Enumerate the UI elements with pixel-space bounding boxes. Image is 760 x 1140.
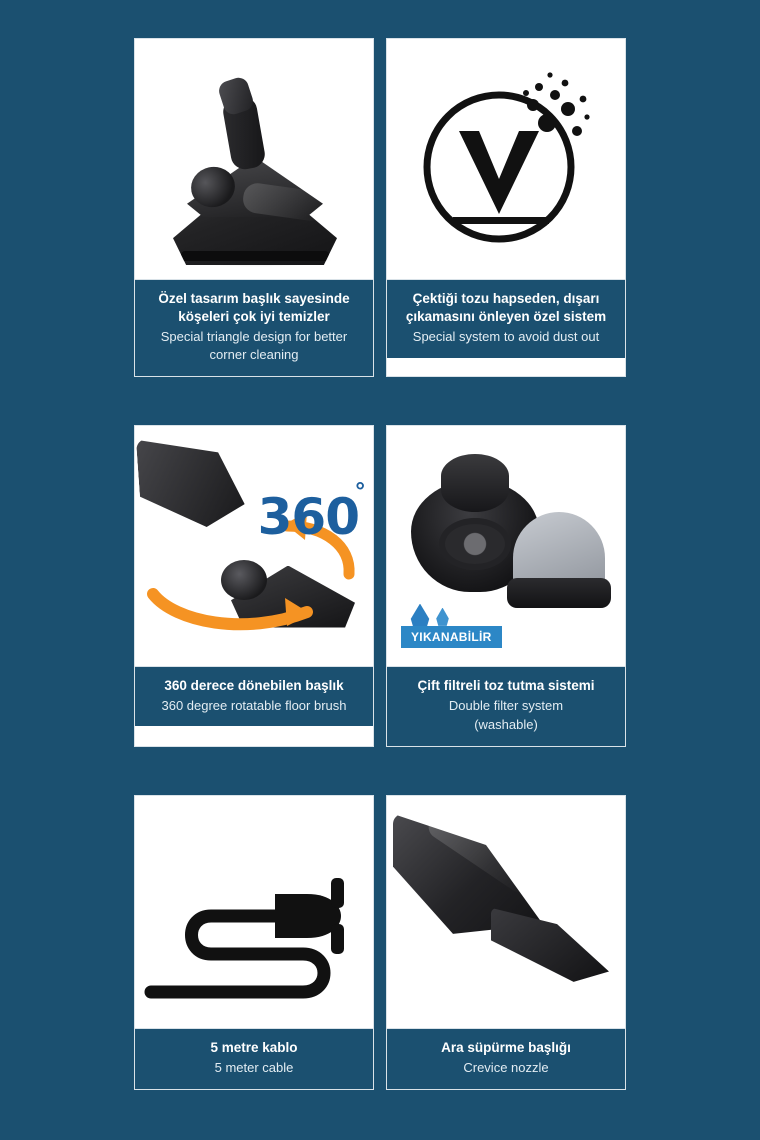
feature-image-rotatable-brush [135, 426, 373, 666]
feature-card-rotatable-brush [134, 425, 374, 747]
degree-symbol: ° [355, 477, 365, 505]
feature-caption-rotatable-brush [135, 666, 373, 727]
triangle-floor-brush-photo [135, 39, 373, 279]
feature-title-en-line1: Double filter system [448, 697, 564, 713]
feature-caption-cable-length [135, 1028, 373, 1089]
feature-image-crevice-nozzle [387, 796, 625, 1028]
feature-title-en: Special system to avoid dust out [412, 329, 600, 345]
dual-filter-photo [387, 426, 625, 666]
feature-image-cable-length [135, 796, 373, 1028]
feature-caption-crevice-nozzle [387, 1028, 625, 1089]
feature-title-tr: Özel tasarım başlık sayesinde köşeleri çok iyi temizler [158, 291, 350, 325]
feature-title-en: Special triangle design for better corner cleaning [160, 329, 348, 362]
feature-title-en: 360 degree rotatable floor brush [161, 697, 347, 713]
360-rotation-arrow-icon [135, 426, 373, 666]
feature-title-tr: Çektiği tozu hapseden, dışarı çıkamasını önleyen özel sistem [405, 291, 607, 325]
feature-card-corner-cleaning [134, 38, 374, 377]
feature-image-dust-capture [387, 39, 625, 279]
crevice-nozzle-photo [387, 796, 625, 1028]
feature-image-corner-cleaning [135, 39, 373, 279]
feature-caption-dust-capture [387, 279, 625, 358]
feature-caption-corner-cleaning [135, 279, 373, 376]
feature-title-tr: 5 metre kablo [210, 1039, 298, 1055]
feature-caption-double-filter [387, 666, 625, 746]
feature-row-3 [0, 795, 760, 1090]
feature-card-cable-length [134, 795, 374, 1090]
washable-badge: YIKANABİLİR [401, 626, 502, 648]
feature-title-tr: Ara süpürme başlığı [441, 1039, 571, 1055]
feature-card-crevice-nozzle [386, 795, 626, 1090]
feature-row-1 [0, 38, 760, 377]
water-drop-small-icon [435, 608, 450, 628]
dust-capture-circle-icon [387, 39, 625, 279]
feature-title-en-line2: (washable) [474, 717, 538, 733]
feature-row-2 [0, 425, 760, 747]
feature-title-en: 5 meter cable [214, 1060, 294, 1076]
rotation-degrees-value: 360 [257, 487, 359, 546]
feature-card-dust-capture [386, 38, 626, 377]
feature-card-double-filter [386, 425, 626, 747]
power-plug-cable-icon [135, 796, 373, 1028]
feature-title-tr: Çift filtreli toz tutma sistemi [417, 677, 595, 693]
feature-image-double-filter [387, 426, 625, 666]
feature-title-en: Crevice nozzle [463, 1060, 549, 1076]
feature-title-tr: 360 derece dönebilen başlık [164, 677, 344, 693]
